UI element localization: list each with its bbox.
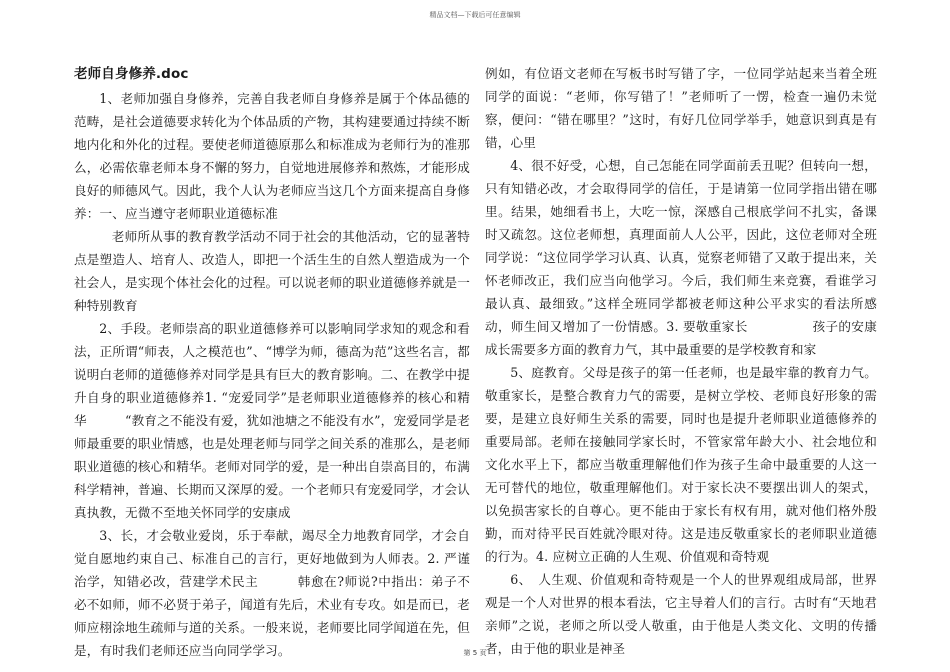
left-column bbox=[74, 62, 470, 662]
page-number: 第 5 页 bbox=[463, 649, 487, 657]
page-header: 精品文档—下载后可任意编辑 bbox=[429, 11, 521, 19]
right-column bbox=[485, 62, 877, 660]
document-title: 老师自身修养.doc bbox=[74, 66, 189, 82]
paragraph: 例如，有位语文老师在写板书时写错了字，一位同学站起来当着全班同学的面说：“老师，你写错了！”老师听了一愣，检查一遍仍未觉察，便问：“错在哪里？”这时，有好几位同学举手，她意识到真是有错，心里 bbox=[485, 66, 877, 150]
paragraph: 老师所从事的教育教学活动不同于社会的其他活动，它的显著特点是塑造人、培育人、改造人，即把一个活生生的自然人塑造成为一个社会人，是实现个体社会化的过程。可以说老师的职业道德修养就是一种特别教育 bbox=[74, 229, 470, 313]
paragraph: 2、手段。老师崇高的职业道德修养可以影响同学求知的观念和看法，正所谓“师表，人之模范也”、“博学为师，德高为范”这些名言，都说明白老师的道德修养对同学是具有巨大的教育影响。二、在教学中提升自身的职业道德修养1. “宠爱同学”是老师职业道德修养的核心和精华 “教育之不能没有爱，犹如池塘之不能没有水”，宠爱同学是老师最重要的职业情感，也是处理老师与同学之间关系的准那么，是老师职业道德的核心和精华。老师对同学的爱，是一种出自崇高目的，布满科学精神，普遍、长期而又深厚的爱。一个老师只有宠爱同学，才会认真执教，无微不至地关怀同学的安康成 bbox=[74, 321, 470, 520]
paragraph: 5、庭教育。父母是孩子的第一任老师，也是最牢靠的教育力气。敬重家长，是整合教育力气的需要，是树立学校、老师良好形象的需要，是建立良好师生关系的需要，同时也是提升老师职业道德修养的重要局部。老师在接触同学家长时，不管家常年龄大小、社会地位和文化水平上下，都应当敬重理解他们作为孩子生命中最重要的人这一无可替代的地位，敬重理解他们。对于家长决不要摆出训人的架式，以免损害家长的自尊心。更不能由于家长有权有用，就对他们格外殷勤，而对待平民百姓就冷眼对待。这是违反敬重家长的老师职业道德的行为。4. 应树立正确的人生观、价值观和奇特观 bbox=[485, 365, 877, 564]
paragraph: 6、 人生观、价值观和奇特观是一个人的世界观组成局部，世界观是一个人对世界的根本看法，它主导着人们的言行。古时有“天地君亲师”之说，老师之所以受人敬重，由于他是人类文化、文明的传播者，由于他的职业是神圣 bbox=[485, 572, 877, 656]
paragraph: 1、老师加强自身修养，完善自我老师自身修养是属于个体品德的范畴，是社会道德要求转化为个体品质的产物，其构建要通过持续不断地内化和外化的过程。要使老师道德原那么和标准成为老师行为的准那么，必需依靠老师本身不懈的努力，自觉地进展修养和熬炼，才能形成良好的师德风气。因此，我个人认为老师应当这几个方面来提高自身修养：一、应当遵守老师职业道德标准 bbox=[74, 91, 470, 221]
paragraph: 4、很不好受，心想，自己怎能在同学面前丢丑呢？但转向一想，只有知错必改，才会取得同学的信任，于是请第一位同学指出错在哪里。结果，她细看书上，大吃一惊，深感自己根底学问不扎实，备课时又疏忽。这位老师想，真理面前人人公平，因此，这位老师对全班同学说：“这位同学学习认真、认真，觉察老师错了又敢于提出来，关怀老师改正，我们应当向他学习。今后，我们师生来竞赛，看谁学习最认真、最细致。”这样全班同学都被老师这种公平求实的看法所感动，师生间又增加了一份情感。3. 要敬重家长 孩子的安康成长需要多方面的教育力气，其中最重要的是学校教育和家 bbox=[485, 158, 877, 357]
paragraph: 3、长，才会敬业爱岗，乐于奉献，竭尽全力地教育同学，才会自觉自愿地约束自己、标准自己的言行，更好地做到为人师表。2. 严谨治学，知错必改，营建学术民主 韩愈在?师说?中指出：弟子不必不如师，师不必贤于弟子，闻道有先后，术业有专攻。如是而已，老师应栩涂地生疏师与道的关系。一般来说，老师要比同学闻道在先，但是，有时我们老师还应当向同学学习。 bbox=[74, 528, 470, 658]
